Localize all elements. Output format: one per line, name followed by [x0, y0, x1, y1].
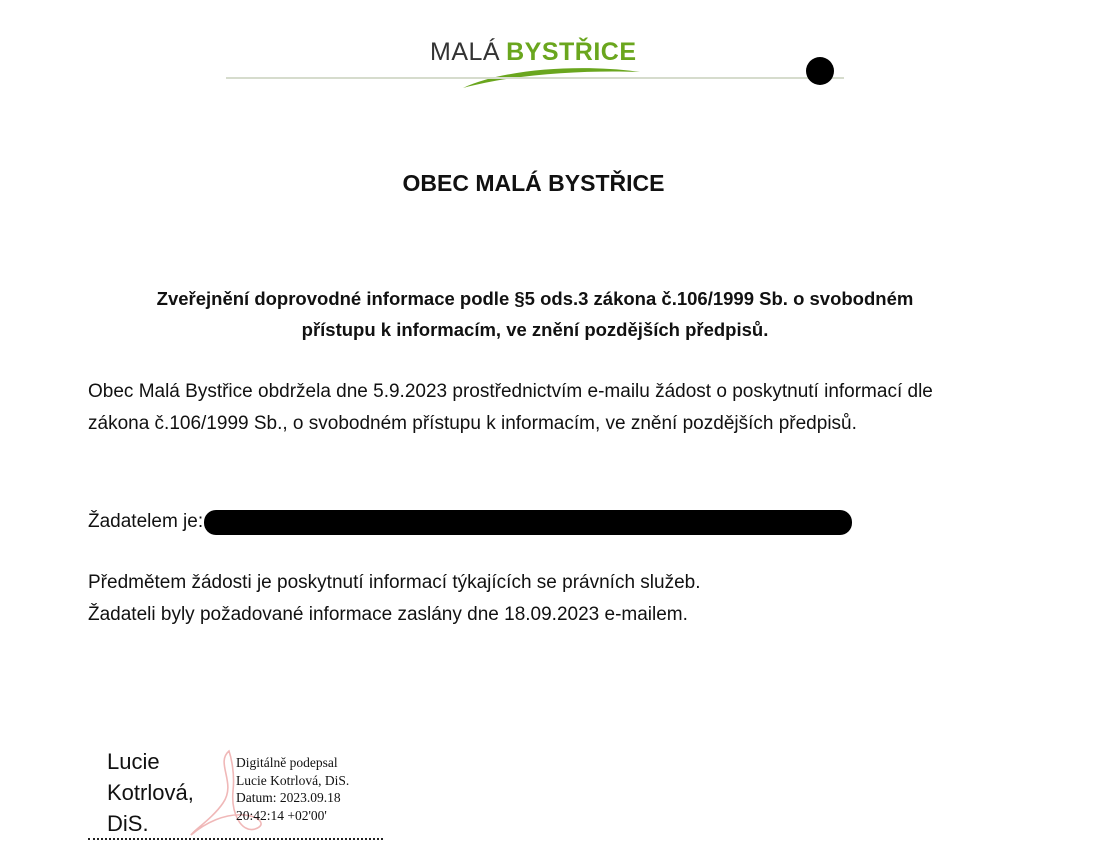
signature-dotted-line — [88, 838, 383, 840]
signature-detail-signed: Digitálně podepsal — [236, 755, 338, 770]
logo-word-mala: MALÁ — [430, 38, 501, 66]
signature-detail-time: 20:42:14 +02'00' — [236, 807, 327, 823]
sent-line: Žadateli byly požadované informace zaslány dne 18.09.2023 e-mailem. — [88, 604, 688, 625]
signature-detail-date: Datum: 2023.09.18 — [236, 790, 341, 805]
subject-line: Předmětem žádosti je poskytnutí informací týkajících se právních služeb. — [88, 572, 701, 593]
signature-detail-name: Lucie Kotrlová, DiS. — [236, 772, 350, 788]
request-paragraph: Obec Malá Bystřice obdržela dne 5.9.2023 prostřednictvím e-mailu žádost o poskytnutí informací dle zákona č.106/1999 Sb., o svobodném přístupu k informacím, ve znění pozdějších předpisů. — [88, 381, 933, 434]
letterhead — [0, 0, 1107, 100]
response-paragraph — [88, 567, 988, 631]
document-subheading — [95, 283, 975, 345]
logo-word-bystrice: BYSTŘICE — [506, 38, 637, 66]
redaction-dot — [806, 57, 834, 85]
page-title: OBEC MALÁ BYSTŘICE — [402, 170, 665, 196]
signer-name-line-3: DiS. — [107, 811, 149, 836]
header-divider — [226, 77, 844, 79]
subheading-line-1: Zveřejnění doprovodné informace podle §5 ods.3 zákona č.106/1999 Sb. o svobodném — [156, 288, 914, 309]
applicant-label: Žadatelem je: — [88, 511, 204, 532]
signature-details — [236, 754, 349, 824]
signer-name-line-1: Lucie — [107, 749, 160, 774]
applicant-line — [88, 506, 988, 538]
subheading-line-2: přístupu k informacím, ve znění pozdějších předpisů. — [301, 319, 769, 340]
signer-name-line-2: Kotrlová, — [107, 780, 194, 805]
applicant-redaction — [204, 510, 852, 535]
